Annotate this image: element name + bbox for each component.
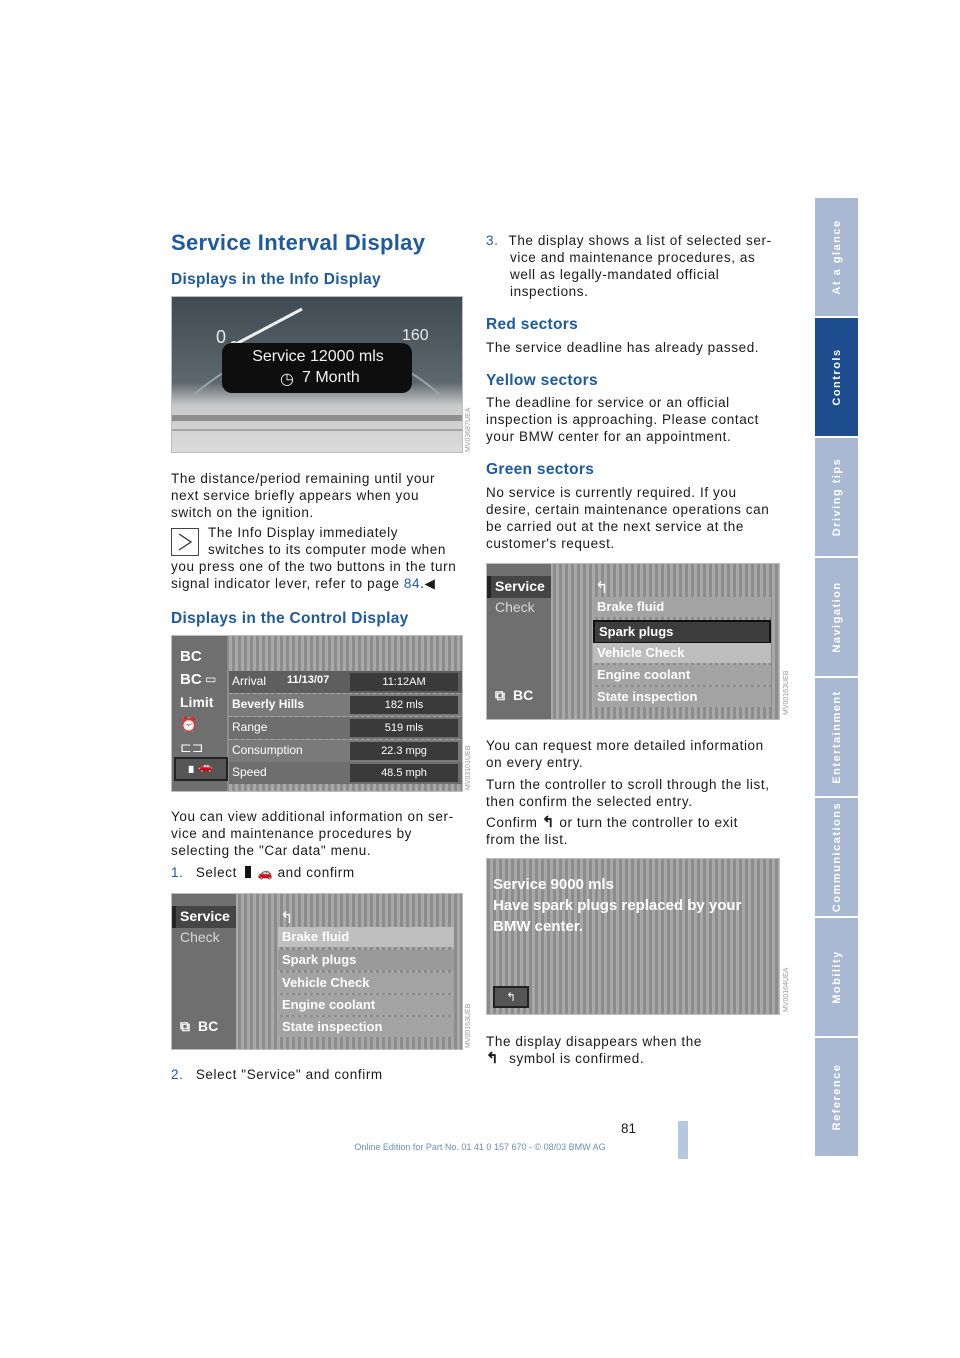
selected-menu-row: Spark plugs bbox=[593, 620, 771, 644]
scroll-paragraph: Turn the controller to scroll through the list, then confirm the selected entry. bbox=[486, 777, 770, 809]
tab-at-a-glance[interactable]: At a glance bbox=[815, 198, 858, 316]
page-title: Service Interval Display bbox=[171, 230, 426, 255]
tab-mobility[interactable]: Mobility bbox=[815, 918, 858, 1036]
service-menu-image-2: Service Check ⧉ BC ↰ Brake fluid Spark plugs Vehicle Check Engine coolant State inspection bbox=[486, 563, 780, 720]
back-arrow-icon: ↰ bbox=[595, 580, 609, 597]
back-arrow-icon: ↰ bbox=[486, 1050, 500, 1067]
clock-icon: ◷ bbox=[280, 371, 294, 388]
alarm-clock-icon: ⏰ bbox=[180, 716, 198, 732]
bc-screen-image: BC BC ▭ Limit ⏰ ⊏⊐ ▖🚗 Arrival 11/13/07 11:12AM Beverly Hills 182 mls Range 519 mls Consumption 22.3 mpg Speed 48.5 mph bbox=[171, 635, 463, 792]
more-info-paragraph: You can request more detailed information on every entry. bbox=[486, 738, 764, 770]
section-heading-red: Red sectors bbox=[486, 316, 579, 333]
car-data-paragraph: You can view additional information on ser- vice and maintenance procedures by selecting the "Car data" menu. bbox=[171, 809, 454, 858]
car-data-block-icon bbox=[245, 866, 251, 878]
chapter-tabs bbox=[815, 198, 858, 1158]
service-month-readout: 7 Month bbox=[302, 369, 360, 386]
image-code: MV03687UEA bbox=[465, 407, 472, 452]
red-paragraph: The service deadline has already passed. bbox=[486, 340, 760, 355]
tab-navigation[interactable]: Navigation bbox=[815, 558, 858, 676]
back-arrow-icon: ↰ bbox=[493, 986, 529, 1008]
image-code: MV00163UEB bbox=[465, 1003, 472, 1048]
step-2: 2. Select "Service" and confirm bbox=[171, 1067, 383, 1082]
page-marker-bar bbox=[678, 1121, 688, 1159]
tab-entertainment[interactable]: Entertainment bbox=[815, 678, 858, 796]
step-1: 1. Select 🚗 and confirm bbox=[171, 865, 355, 880]
bc-icon: ⧉ bbox=[495, 687, 505, 703]
gauge-tick-0: 0 bbox=[216, 327, 227, 347]
service-distance-readout: Service 12000 mls bbox=[252, 348, 384, 365]
footer-edition-note: Online Edition for Part No. 01 41 0 157 670 - © 08/03 BMW AG bbox=[354, 1142, 606, 1152]
gauge-tick-160: 160 bbox=[402, 327, 429, 344]
section-heading-info-display: Displays in the Info Display bbox=[171, 271, 381, 288]
note-paragraph: The Info Display immediately switches to its computer mode when you press one of the two buttons in the turn signal indicator lever, refer to page 84.◀ bbox=[171, 525, 457, 591]
section-heading-control-display: Displays in the Control Display bbox=[171, 610, 409, 627]
tab-communications[interactable]: Communications bbox=[815, 798, 858, 916]
car-icon: 🚗 bbox=[257, 866, 274, 880]
back-arrow-icon: ↰ bbox=[541, 814, 555, 831]
yellow-paragraph: The deadline for service or an official inspection is approaching. Please contact your BMW center for an appointment. bbox=[486, 395, 760, 444]
back-arrow-icon: ↰ bbox=[280, 910, 294, 927]
service-detail-text: Service 9000 mls Have spark plugs replaced by your BMW center. bbox=[493, 876, 742, 935]
image-code: MV03101UEB bbox=[465, 745, 472, 790]
page-ref-link[interactable]: 84 bbox=[403, 576, 421, 591]
disappear-paragraph: The display disappears when the ↰ symbol is confirmed. bbox=[486, 1034, 702, 1067]
tab-reference[interactable]: Reference bbox=[815, 1038, 858, 1156]
step-3: 3. The display shows a list of selected ser- vice and maintenance procedures, as well as legally-mandated official inspections. bbox=[486, 233, 772, 299]
bc-book-icon: ▭ bbox=[205, 672, 217, 686]
service-menu-image-1: Service Check ⧉ BC ↰ Brake fluid Spark plugs Vehicle Check Engine coolant State inspection bbox=[171, 893, 463, 1050]
service-detail-image bbox=[486, 858, 780, 1015]
trip-icon: ⊏⊐ bbox=[180, 739, 204, 755]
green-paragraph: No service is currently required. If you desire, certain maintenance operations can be carried out at the next service at the customer's request. bbox=[486, 485, 770, 551]
info-display-gauge-image bbox=[171, 296, 463, 453]
car-data-icon: ▖🚗 bbox=[174, 757, 228, 781]
bc-icon: ⧉ bbox=[180, 1018, 190, 1034]
section-heading-green: Green sectors bbox=[486, 461, 595, 478]
info-paragraph: The distance/period remaining until your next service briefly appears when you switch on the ignition. bbox=[171, 471, 436, 520]
tab-driving-tips[interactable]: Driving tips bbox=[815, 438, 858, 556]
confirm-paragraph: Confirm ↰ or turn the controller to exit from the list. bbox=[486, 814, 738, 847]
image-code: MV00164UEA bbox=[783, 967, 790, 1012]
page-number: 81 bbox=[621, 1121, 637, 1136]
tab-controls[interactable]: Controls bbox=[815, 318, 858, 436]
image-code: MV00163UEB bbox=[783, 670, 790, 715]
section-heading-yellow: Yellow sectors bbox=[486, 372, 598, 389]
